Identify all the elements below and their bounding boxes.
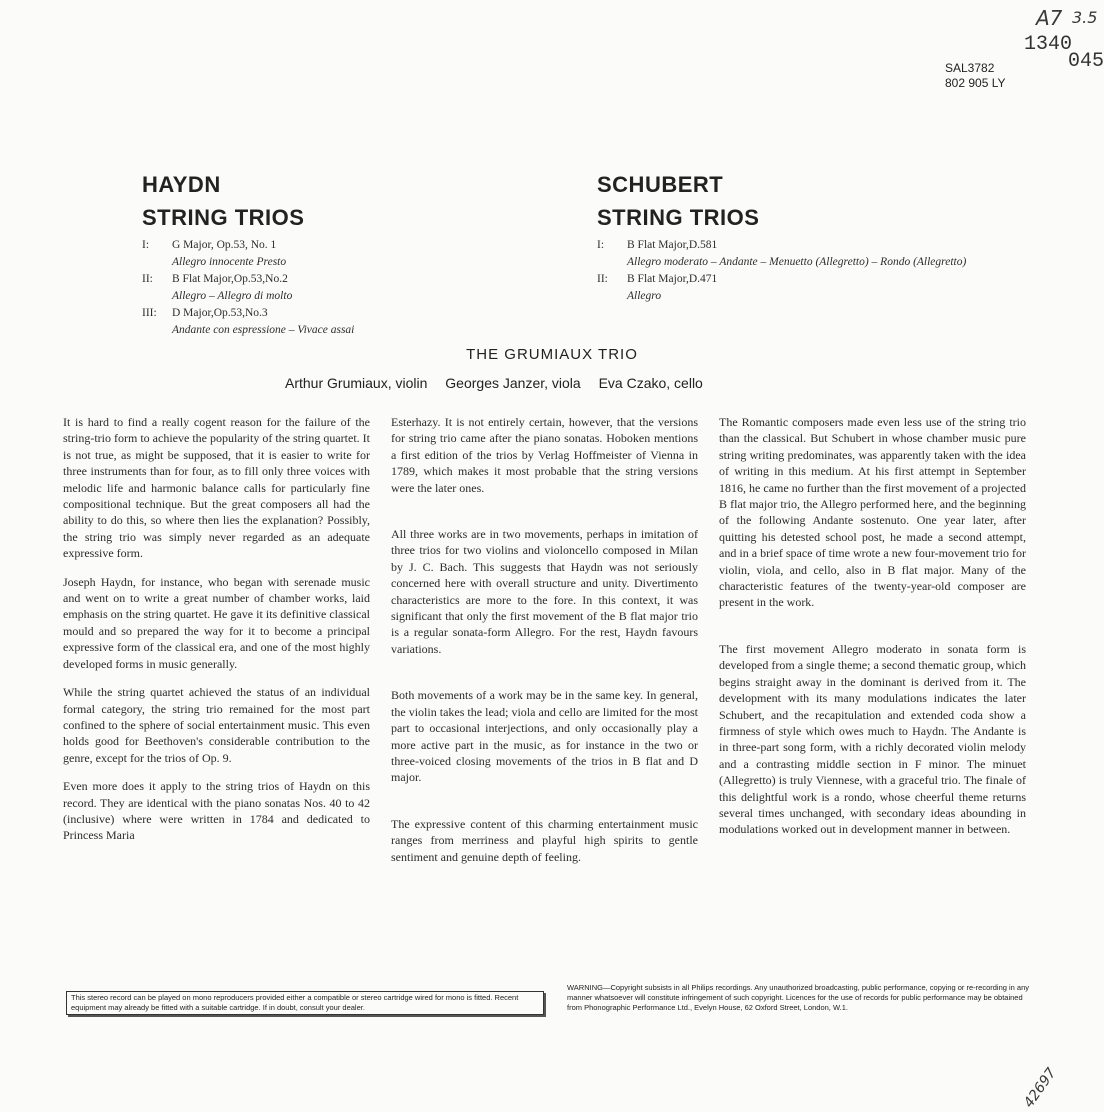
notes-column-1 [63, 414, 370, 856]
work-movements: Allegro innocente Presto [172, 256, 287, 268]
handwritten-note-top-right: 3.5 [1072, 8, 1098, 27]
schubert-composer: SCHUBERT [597, 172, 724, 197]
haydn-composer: HAYDN [142, 172, 221, 197]
notes-paragraph: Even more does it apply to the string trios of Haydn on this record. They are identical with the piano sonatas Nos. 40 to 42 (inclusive) where were written in 1784 and dedicated to Princess Maria [63, 779, 370, 843]
stamp-number: 1340 [1024, 33, 1073, 56]
performer-list [285, 375, 717, 391]
performer-violin: Arthur Grumiaux, violin [285, 375, 428, 391]
stereo-notice-box: This stereo record can be played on mono reproducers provided either a compatible or stereo cartridge wired for mono is fitted. Recent equipment may already be fitted with a suitable cartridge. If in doubt, consult your dealer. [66, 991, 544, 1015]
work-item [142, 305, 442, 339]
work-key: G Major, Op.53, No. 1 [172, 239, 277, 251]
stamp-number-secondary: 045 [1068, 50, 1104, 73]
performer-cello: Eva Czako, cello [598, 375, 703, 391]
work-item [597, 271, 1017, 305]
work-item [142, 237, 442, 271]
work-movements: Allegro – Allegro di molto [172, 290, 293, 302]
ensemble-name: THE GRUMIAUX TRIO [466, 346, 638, 363]
notes-paragraph: While the string quartet achieved the status of an individual formal category, the string trio remained for the most part confined to the sphere of social entertainment music. This even holds good for Beethoven's considerable contribution to the genre, except for the trios of Op. 9. [63, 685, 370, 765]
work-item [597, 237, 1017, 271]
schubert-title: STRING TRIOS [597, 205, 760, 230]
catalog-numbers [945, 61, 1006, 91]
performer-viola: Georges Janzer, viola [445, 375, 581, 391]
work-key: B Flat Major,D.471 [627, 273, 718, 285]
notes-paragraph: The expressive content of this charming entertainment music ranges from merriness and playful high spirits to gentle sentiment and genuine depth of feeling. [391, 816, 698, 864]
notes-paragraph: All three works are in two movements, perhaps in imitation of three trios for two violins and violoncello composed in Milan by J. C. Bach. This suggests that Haydn was not seriously concerned here with overall structure and unity. Divertimento characteristics are more to the fore. In this context, it was significant that only the first movement of the B flat major trio is a regular sonata-form Allegro. For the rest, Haydn favours variations. [391, 527, 698, 656]
notes-paragraph: Both movements of a work may be in the same key. In general, the violin takes the lead; viola and cello are limited for the most part to occasional interjections, and only occasionally play a more active part in the music, as for instance in the two or three-voiced closing movements of the trios in B flat and D major. [391, 688, 698, 785]
work-key: B Flat Major,Op.53,No.2 [172, 273, 288, 285]
work-key: B Flat Major,D.581 [627, 239, 718, 251]
schubert-works-list [597, 237, 1017, 305]
notes-paragraph: Joseph Haydn, for instance, who began with serenade music and went on to write a great number of chamber works, laid emphasis on the string quartet. He gave it its definitive classical mould and so prepared the way for it to become a principal expressive form of the classical era, and one of the most highly developed forms in music generally. [63, 574, 370, 671]
work-movements: Allegro [627, 290, 662, 302]
work-number: I: [142, 239, 150, 251]
catalog-number-2: 802 905 LY [945, 76, 1006, 90]
notes-paragraph: Esterhazy. It is not entirely certain, however, that the versions for string trio came after the piano sonatas. Hoboken mentions a first edition of the trios by Verlag Hoffmeister of Vienna in 1789, which makes it most probable that the string versions were the later ones. [391, 415, 698, 495]
notes-paragraph: The first movement Allegro moderato in sonata form is developed from a single theme; a second thematic group, which begins straight away in the dominant is derived from it. The development with its many modulations indicates the later Schubert, and the recapitulation and extended coda show a firmness of style which owes much to Haydn. The Andante is in three-part song form, with a richly decorated violin melody and a contrasting middle section in F minor. The minuet (Allegretto) is truly Viennese, with a graceful trio. The finale of this delightful work is a rondo, whose cheerful theme returns several times unchanged, with secondary ideas abounding in modulations worked out in development manner in between. [719, 641, 1026, 837]
work-key: D Major,Op.53,No.3 [172, 307, 268, 319]
work-movements: Andante con espressione – Vivace assai [172, 324, 355, 336]
haydn-works-list [142, 237, 442, 339]
copyright-warning: WARNING—Copyright subsists in all Philips recordings. Any unauthorized broadcasting, public performance, copying or re-recording in any manner whatsoever will constitute infringement of such copyright. Licences for the use of records for public performance may be obtained from Phonographic Performance Ltd., Evelyn House, 62 Oxford Street, London, W.1. [567, 983, 1030, 1012]
notes-paragraph: The Romantic composers made even less use of the string trio than the classical. But Schubert in whose chamber music pure string writing predominates, was apparently taken with the idea of writing in this medium. At his first attempt in September 1816, he came no further than the first movement of a projected B flat major trio, the Allegro performed here, and the beginning of the following Andante sostenuto. One year later, after quitting his detested school post, he made a second attempt, and in a brief space of time wrote a new four-movement trio for violin, viola, and cello, also in B flat major. Many of the characteristic features of the twenty-year-old composer are present in the work. [719, 415, 1026, 610]
haydn-heading [142, 168, 304, 234]
catalog-number-1: SAL3782 [945, 61, 995, 75]
handwritten-note-bottom-right: 42697 [1020, 1065, 1060, 1111]
haydn-title: STRING TRIOS [142, 205, 305, 230]
work-number: I: [597, 239, 605, 251]
notes-paragraph: It is hard to find a really cogent reason for the failure of the string-trio form to achieve the popularity of the string quartet. It is not true, as might be supposed, that it is easier to write for three instruments than for four, as to fill only three voices with melodic life and harmonic balance calls for particularly fine compositional technique. But the great composers all had the ability to do this, so where then lies the explanation? Possibly, the string trio was simply never regarded as an adequate expressive form. [63, 415, 370, 561]
notes-column-2 [391, 414, 698, 877]
notes-column-3 [719, 414, 1026, 850]
work-movements: Allegro moderato – Andante – Menuetto (Allegretto) – Rondo (Allegretto) [627, 256, 967, 268]
work-item [142, 271, 442, 305]
work-number: III: [142, 307, 157, 319]
work-number: II: [597, 273, 608, 285]
handwritten-note-top-left: A7 [1036, 6, 1063, 30]
work-number: II: [142, 273, 153, 285]
schubert-heading [597, 168, 759, 234]
